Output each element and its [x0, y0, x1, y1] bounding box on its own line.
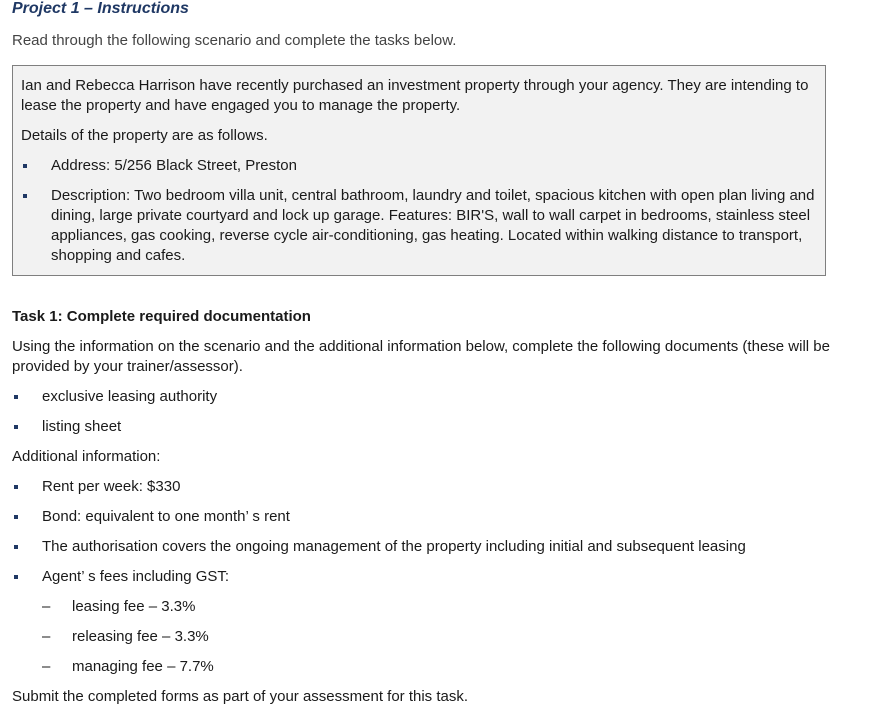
fees-list — [12, 597, 882, 677]
page-title: Project 1 – Instructions — [12, 0, 189, 17]
property-address: Address: 5/256 Black Street, Preston — [51, 157, 297, 174]
square-bullet-icon — [23, 194, 27, 198]
square-bullet-icon — [23, 164, 27, 168]
document-name: exclusive leasing authority — [42, 388, 218, 405]
authorisation-info: The authorisation covers the ongoing management of the property including initial and subsequent leasing — [42, 538, 746, 555]
submit-instructions: Submit the completed forms as part of your assessment for this task. — [12, 688, 469, 705]
task-instructions: Using the information on the scenario and the additional information below, complete the following documents (these will be provided by your trainer/assessor). — [12, 338, 830, 375]
list-item — [12, 597, 882, 617]
dash-bullet-icon: – — [42, 628, 51, 645]
list-item — [12, 567, 882, 587]
document-page — [12, 0, 882, 707]
square-bullet-icon — [14, 575, 18, 579]
list-item — [12, 477, 882, 497]
fee-item: releasing fee – 3.3% — [72, 628, 209, 645]
bond-info: Bond: equivalent to one month’ s rent — [42, 508, 290, 525]
scenario-details-label: Details of the property are as follows. — [21, 127, 268, 144]
square-bullet-icon — [14, 395, 18, 399]
task-heading: Task 1: Complete required documentation — [12, 308, 311, 325]
list-item — [12, 537, 882, 557]
additional-info-list — [12, 477, 882, 587]
document-name: listing sheet — [42, 418, 122, 435]
rent-info: Rent per week: $330 — [42, 478, 181, 495]
square-bullet-icon — [14, 425, 18, 429]
list-item — [12, 627, 882, 647]
property-details-list — [21, 156, 825, 266]
list-item — [12, 387, 882, 407]
dash-bullet-icon: – — [42, 658, 51, 675]
scenario-box — [12, 65, 826, 276]
list-item — [21, 186, 825, 266]
documents-list — [12, 387, 882, 437]
additional-info-label: Additional information: — [12, 448, 161, 465]
list-item — [12, 507, 882, 527]
intro-text: Read through the following scenario and complete the tasks below. — [12, 32, 457, 49]
square-bullet-icon — [14, 545, 18, 549]
list-item — [21, 156, 825, 176]
fee-item: leasing fee – 3.3% — [72, 598, 196, 615]
list-item — [12, 657, 882, 677]
property-description: Description: Two bedroom villa unit, central bathroom, laundry and toilet, spacious kitchen with open plan living and dining, large private courtyard and lock up garage. Features: BIR'S, wall to wall carpet in bedrooms, stainless steel appliances, gas cooking, reverse cycle air-conditioning, gas heating. Located within walking distance to transport, shopping and cafes. — [51, 187, 815, 264]
square-bullet-icon — [14, 485, 18, 489]
agent-fees-label: Agent’ s fees including GST: — [42, 568, 230, 585]
dash-bullet-icon: – — [42, 598, 51, 615]
fee-item: managing fee – 7.7% — [72, 658, 214, 675]
scenario-paragraph: Ian and Rebecca Harrison have recently purchased an investment property through your agency. They are intending to lease the property and have engaged you to manage the property. — [21, 77, 809, 114]
square-bullet-icon — [14, 515, 18, 519]
list-item — [12, 417, 882, 437]
